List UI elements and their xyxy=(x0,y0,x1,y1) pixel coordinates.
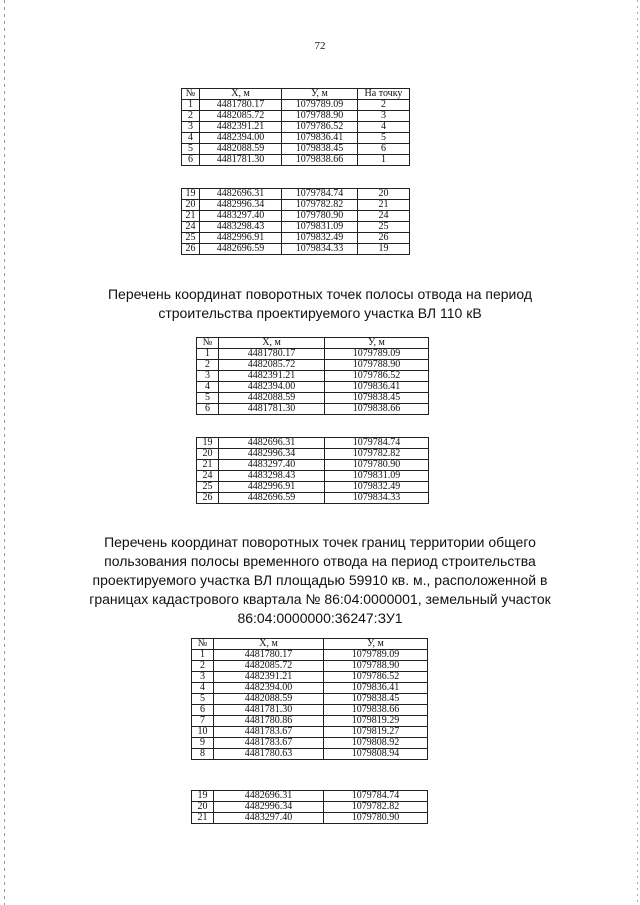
table-cell: 7 xyxy=(192,716,214,727)
table-cell: 4483297.40 xyxy=(200,211,282,222)
table-cell: 1079782.82 xyxy=(325,449,429,460)
table-cell: 1079788.90 xyxy=(324,661,428,672)
table-cell: 4482696.59 xyxy=(200,244,282,255)
table-cell: 1079784.74 xyxy=(324,791,428,802)
table-cell: 4481781.30 xyxy=(214,705,324,716)
table-cell: 1079834.33 xyxy=(325,493,429,504)
column-header: X, м xyxy=(200,89,282,100)
table-cell: 25 xyxy=(358,222,410,233)
table-cell: 4481780.17 xyxy=(219,349,325,360)
table-cell: 4482391.21 xyxy=(219,371,325,382)
column-header: № xyxy=(197,338,219,349)
table-cell: 1 xyxy=(192,650,214,661)
table-cell: 4 xyxy=(197,382,219,393)
table-cell: 4482085.72 xyxy=(200,111,282,122)
table-cell: 1079838.45 xyxy=(282,144,358,155)
table-cell: 9 xyxy=(192,738,214,749)
table-cell: 4481780.17 xyxy=(200,100,282,111)
table-row xyxy=(197,404,429,415)
table-cell: 1079786.52 xyxy=(324,672,428,683)
scan-edge-left xyxy=(4,0,5,905)
table-cell: 1079782.82 xyxy=(282,200,358,211)
column-header: X, м xyxy=(214,639,324,650)
table-cell: 4482088.59 xyxy=(214,694,324,705)
table-row xyxy=(197,438,429,449)
table-cell: 1079834.33 xyxy=(282,244,358,255)
table-cell: 4482391.21 xyxy=(214,672,324,683)
table-cell: 20 xyxy=(358,189,410,200)
table-row xyxy=(197,371,429,382)
table-cell: 4482391.21 xyxy=(200,122,282,133)
table-row xyxy=(192,716,428,727)
table-row xyxy=(192,738,428,749)
table-row xyxy=(192,661,428,672)
table-cell: 1079808.92 xyxy=(324,738,428,749)
table-cell: 1079838.45 xyxy=(324,694,428,705)
table-cell: 19 xyxy=(358,244,410,255)
table-cell: 1079780.90 xyxy=(325,460,429,471)
table-cell: 4481783.67 xyxy=(214,727,324,738)
table-cell: 8 xyxy=(192,749,214,760)
table-cell: 2 xyxy=(197,360,219,371)
column-header: У, м xyxy=(324,639,428,650)
table-cell: 4482696.59 xyxy=(219,493,325,504)
table-cell: 4482996.34 xyxy=(214,802,324,813)
table-cell: 1079784.74 xyxy=(325,438,429,449)
coordinates-table-3 xyxy=(191,638,428,760)
table-cell: 19 xyxy=(182,189,200,200)
table-cell: 4482996.34 xyxy=(200,200,282,211)
table-cell: 1079836.41 xyxy=(325,382,429,393)
table-cell: 1079789.09 xyxy=(325,349,429,360)
table-header-row xyxy=(197,338,429,349)
section-heading-allotment xyxy=(0,285,640,323)
table-cell: 1079789.09 xyxy=(282,100,358,111)
table-row xyxy=(197,471,429,482)
table-row xyxy=(192,650,428,661)
table-cell: 1079786.52 xyxy=(282,122,358,133)
table-cell: 24 xyxy=(358,211,410,222)
table-cell: 1079784.74 xyxy=(282,189,358,200)
table-cell: 1079789.09 xyxy=(324,650,428,661)
table-cell: 21 xyxy=(192,813,214,824)
table-cell: 1079788.90 xyxy=(282,111,358,122)
table-cell: 10 xyxy=(192,727,214,738)
page-number: 72 xyxy=(314,40,326,52)
table-cell: 2 xyxy=(182,111,200,122)
table-cell: 4 xyxy=(192,683,214,694)
table-cell: 24 xyxy=(182,222,200,233)
table-row xyxy=(197,393,429,404)
heading-line: Перечень координат поворотных точек полосы отвода на период xyxy=(107,286,533,302)
coordinates-table-1-continued xyxy=(181,188,410,255)
table-header-row xyxy=(182,89,410,100)
table-cell: 24 xyxy=(197,471,219,482)
table-row xyxy=(197,460,429,471)
table-cell: 5 xyxy=(358,133,410,144)
table-cell: 4481781.30 xyxy=(200,155,282,166)
table-row xyxy=(182,244,410,255)
table-row xyxy=(197,493,429,504)
table-row xyxy=(192,672,428,683)
table-cell: 1079838.66 xyxy=(282,155,358,166)
table-cell: 1079782.82 xyxy=(324,802,428,813)
table-cell: 4482996.91 xyxy=(219,482,325,493)
heading-line: границах кадастрового квартала № 86:04:0000001, земельный участок xyxy=(89,591,551,607)
table-cell: 21 xyxy=(358,200,410,211)
table-cell: 4482696.31 xyxy=(200,189,282,200)
table-row xyxy=(182,233,410,244)
table-row xyxy=(192,802,428,813)
heading-line: пользования полосы временного отвода на период строительства xyxy=(104,553,536,569)
table-cell: 20 xyxy=(197,449,219,460)
heading-line: проектируемого участка ВЛ площадью 59910 кв. м., расположенной в xyxy=(92,572,548,588)
table-cell: 1079831.09 xyxy=(325,471,429,482)
column-header: X, м xyxy=(219,338,325,349)
table-cell: 1079836.41 xyxy=(282,133,358,144)
table-cell: 1079780.90 xyxy=(324,813,428,824)
coordinates-table-3-continued xyxy=(191,790,428,824)
table-cell: 5 xyxy=(182,144,200,155)
table-row xyxy=(197,360,429,371)
table-row xyxy=(182,100,410,111)
table-cell: 1079832.49 xyxy=(325,482,429,493)
table-cell: 6 xyxy=(197,404,219,415)
table-cell: 4 xyxy=(358,122,410,133)
column-header: У, м xyxy=(325,338,429,349)
table-row xyxy=(182,189,410,200)
coordinates-table-1 xyxy=(181,88,410,166)
table-row xyxy=(182,211,410,222)
table-cell: 4483297.40 xyxy=(214,813,324,824)
table-row xyxy=(192,683,428,694)
table-cell: 21 xyxy=(197,460,219,471)
table-row xyxy=(192,813,428,824)
table-row xyxy=(182,144,410,155)
section-heading-public-territory xyxy=(0,533,640,628)
table-cell: 4482996.34 xyxy=(219,449,325,460)
table-cell: 1079838.66 xyxy=(325,404,429,415)
table-cell: 1079788.90 xyxy=(325,360,429,371)
table-row xyxy=(182,111,410,122)
table-cell: 1079838.45 xyxy=(325,393,429,404)
table-cell: 26 xyxy=(182,244,200,255)
table-cell: 4481781.30 xyxy=(219,404,325,415)
table-row xyxy=(192,705,428,716)
table-cell: 6 xyxy=(182,155,200,166)
table-cell: 4482696.31 xyxy=(219,438,325,449)
table-cell: 26 xyxy=(197,493,219,504)
column-header: На точку xyxy=(358,89,410,100)
heading-line: 86:04:0000000:36247:ЗУ1 xyxy=(237,610,403,626)
table-row xyxy=(192,727,428,738)
table-cell: 4483298.43 xyxy=(200,222,282,233)
table-cell: 4483297.40 xyxy=(219,460,325,471)
table-cell: 4482088.59 xyxy=(200,144,282,155)
table-cell: 1079838.66 xyxy=(324,705,428,716)
column-header: № xyxy=(192,639,214,650)
table-cell: 1079831.09 xyxy=(282,222,358,233)
table-row xyxy=(182,200,410,211)
table-cell: 1079819.29 xyxy=(324,716,428,727)
table-cell: 5 xyxy=(192,694,214,705)
table-row xyxy=(197,382,429,393)
table-cell: 4482088.59 xyxy=(219,393,325,404)
heading-line: Перечень координат поворотных точек границ территории общего xyxy=(104,534,536,550)
table-cell: 4482394.00 xyxy=(200,133,282,144)
table-cell: 1 xyxy=(197,349,219,360)
heading-line: строительства проектируемого участка ВЛ 110 кВ xyxy=(158,305,482,321)
table-cell: 1 xyxy=(358,155,410,166)
table-cell: 20 xyxy=(192,802,214,813)
table-cell: 19 xyxy=(197,438,219,449)
table-row xyxy=(197,349,429,360)
table-row xyxy=(197,482,429,493)
table-cell: 21 xyxy=(182,211,200,222)
table-row xyxy=(192,694,428,705)
table-cell: 4481780.17 xyxy=(214,650,324,661)
table-cell: 4482996.91 xyxy=(200,233,282,244)
table-cell: 4481780.63 xyxy=(214,749,324,760)
table-cell: 6 xyxy=(358,144,410,155)
table-cell: 5 xyxy=(197,393,219,404)
coordinates-table-2-continued xyxy=(196,437,429,504)
table-row xyxy=(182,133,410,144)
table-cell: 1079819.27 xyxy=(324,727,428,738)
table-cell: 4483298.43 xyxy=(219,471,325,482)
table-row xyxy=(182,155,410,166)
table-cell: 4482085.72 xyxy=(219,360,325,371)
table-cell: 1079808.94 xyxy=(324,749,428,760)
table-cell: 4481780.86 xyxy=(214,716,324,727)
table-cell: 2 xyxy=(358,100,410,111)
table-cell: 3 xyxy=(192,672,214,683)
table-cell: 1079836.41 xyxy=(324,683,428,694)
table-row xyxy=(182,222,410,233)
table-cell: 25 xyxy=(182,233,200,244)
table-cell: 4482085.72 xyxy=(214,661,324,672)
table-cell: 3 xyxy=(182,122,200,133)
table-cell: 4481783.67 xyxy=(214,738,324,749)
table-cell: 19 xyxy=(192,791,214,802)
table-cell: 2 xyxy=(192,661,214,672)
table-row xyxy=(192,791,428,802)
scan-edge-right xyxy=(637,0,638,905)
table-cell: 4482394.00 xyxy=(219,382,325,393)
column-header: № xyxy=(182,89,200,100)
table-cell: 25 xyxy=(197,482,219,493)
table-cell: 6 xyxy=(192,705,214,716)
table-row xyxy=(192,749,428,760)
table-header-row xyxy=(192,639,428,650)
table-cell: 26 xyxy=(358,233,410,244)
table-cell: 4482394.00 xyxy=(214,683,324,694)
table-row xyxy=(182,122,410,133)
coordinates-table-2 xyxy=(196,337,429,415)
table-cell: 3 xyxy=(358,111,410,122)
table-row xyxy=(197,449,429,460)
table-cell: 4482696.31 xyxy=(214,791,324,802)
table-cell: 1079832.49 xyxy=(282,233,358,244)
table-cell: 1079786.52 xyxy=(325,371,429,382)
table-cell: 1079780.90 xyxy=(282,211,358,222)
table-cell: 20 xyxy=(182,200,200,211)
table-cell: 4 xyxy=(182,133,200,144)
table-cell: 3 xyxy=(197,371,219,382)
table-cell: 1 xyxy=(182,100,200,111)
column-header: У, м xyxy=(282,89,358,100)
